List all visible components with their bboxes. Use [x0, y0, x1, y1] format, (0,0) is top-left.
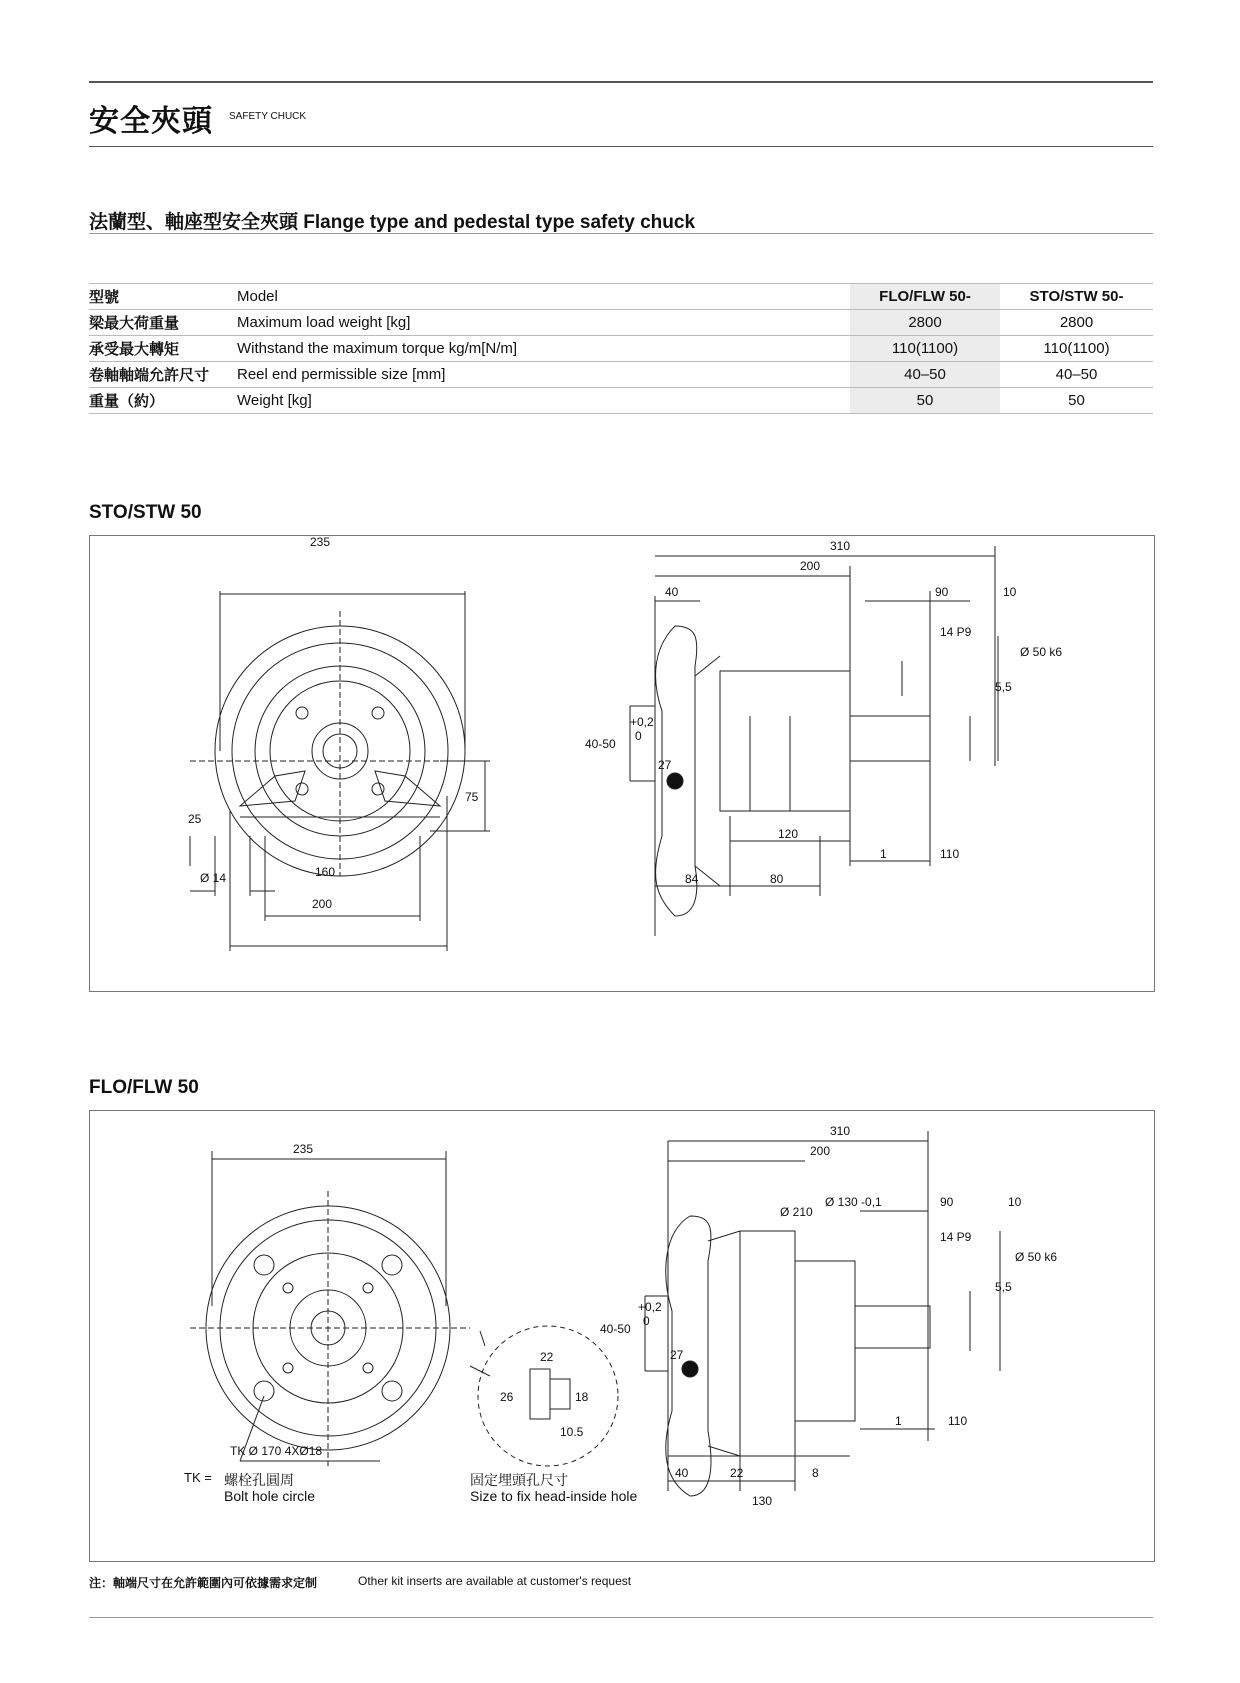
sto-drawing — [90, 536, 1154, 991]
dim-label: 5,5 — [995, 1280, 1012, 1294]
sto-title: STO/STW 50 — [89, 502, 202, 523]
dim-label: Ø 210 — [780, 1205, 813, 1219]
flo-side-view — [645, 1131, 1000, 1496]
tk-key: TK = — [184, 1470, 212, 1485]
dim-label: 120 — [778, 827, 799, 841]
dim-label: 84 — [685, 872, 699, 886]
dim-label: 75 — [465, 790, 479, 804]
flo-detail-view — [470, 1326, 618, 1466]
dim-label: 40 — [675, 1466, 689, 1480]
flo-title: FLO/FLW 50 — [89, 1077, 199, 1098]
cell-sto: 50 — [1000, 388, 1153, 414]
page-title: 安全夾頭 — [89, 105, 213, 138]
dim-label: 40 — [665, 585, 679, 599]
cell-flo: FLO/FLW 50- — [850, 284, 1000, 310]
dim-label: 25 — [188, 812, 202, 826]
dim-label: 26 — [500, 1390, 514, 1404]
cell-zh: 型號 — [89, 284, 237, 310]
dim-label: 18 — [575, 1390, 589, 1404]
table-row — [89, 284, 1153, 310]
cell-sto: STO/STW 50- — [1000, 284, 1153, 310]
dim-label: 5,5 — [995, 680, 1012, 694]
cell-sto: 40–50 — [1000, 362, 1153, 388]
page-subtitle: SAFETY CHUCK — [229, 111, 307, 122]
header-rule — [89, 146, 1153, 147]
dim-label: 235 — [310, 536, 331, 549]
section-rule — [89, 233, 1153, 234]
sto-drawing-frame — [89, 535, 1155, 992]
dim-label: TK Ø 170 4XØ18 — [230, 1444, 323, 1458]
sto-front-view — [190, 591, 490, 951]
spec-table — [89, 283, 1153, 414]
footnote-zh: 注：軸端尺寸在允許範圍內可依據需求定制 — [89, 1576, 318, 1590]
cell-zh: 卷軸軸端允許尺寸 — [89, 362, 237, 388]
cell-en: Withstand the maximum torque kg/m[N/m] — [237, 336, 850, 362]
fix-zh: 固定埋頭孔尺寸 — [470, 1472, 568, 1488]
cell-flo: 110(1100) — [850, 336, 1000, 362]
table-row — [89, 310, 1153, 336]
dim-label: 22 — [540, 1350, 554, 1364]
cell-sto: 110(1100) — [1000, 336, 1153, 362]
cell-en: Model — [237, 284, 850, 310]
cell-zh: 承受最大轉矩 — [89, 336, 237, 362]
dim-label: 27 — [658, 758, 672, 772]
tk-en: Bolt hole circle — [224, 1488, 316, 1504]
dim-label: 110 — [948, 1414, 968, 1428]
dim-label: 310 — [830, 1124, 851, 1138]
cell-sto: 2800 — [1000, 310, 1153, 336]
dim-label: 310 — [830, 539, 851, 553]
dim-label: 14 P9 — [940, 625, 972, 639]
dim-label: 40-50 — [600, 1322, 631, 1336]
cell-zh: 梁最大荷重量 — [89, 310, 237, 336]
cell-flo: 50 — [850, 388, 1000, 414]
dim-label: 235 — [293, 1142, 314, 1156]
dim-label: 0 — [635, 729, 642, 743]
dim-label: Ø 14 — [200, 871, 227, 885]
dim-label: 14 P9 — [940, 1230, 972, 1244]
dim-label: 1 — [880, 847, 887, 861]
dim-label: +0,2 — [638, 1300, 662, 1314]
dim-label: Ø 50 k6 — [1020, 645, 1063, 659]
dim-label: 40-50 — [585, 737, 616, 751]
dim-label: 90 — [935, 585, 949, 599]
cell-en: Weight [kg] — [237, 388, 850, 414]
dim-label: +0,2 — [630, 715, 654, 729]
dim-label: 130 — [752, 1494, 773, 1508]
top-rule — [89, 81, 1153, 83]
tk-zh: 螺栓孔圓周 — [224, 1472, 294, 1488]
dim-label: 10 — [1003, 585, 1017, 599]
dim-label: 27 — [670, 1348, 684, 1362]
dim-label: 200 — [312, 897, 333, 911]
dim-label: 0 — [643, 1314, 650, 1328]
dim-label: 160 — [315, 865, 336, 879]
cell-flo: 2800 — [850, 310, 1000, 336]
dim-label: 10 — [1008, 1195, 1022, 1209]
cell-flo: 40–50 — [850, 362, 1000, 388]
table-row — [89, 362, 1153, 388]
dim-label: 200 — [810, 1144, 831, 1158]
bottom-rule — [89, 1617, 1153, 1618]
dim-label: 8 — [812, 1466, 819, 1480]
dim-label: Ø 50 k6 — [1015, 1250, 1058, 1264]
dim-label: 22 — [730, 1466, 744, 1480]
section-title: 法蘭型、軸座型安全夾頭 Flange type and pedestal type safety chuck — [89, 212, 696, 233]
cell-en: Reel end permissible size [mm] — [237, 362, 850, 388]
cell-en: Maximum load weight [kg] — [237, 310, 850, 336]
table-row — [89, 336, 1153, 362]
flo-front-view — [190, 1151, 470, 1466]
dim-label: 200 — [800, 559, 821, 573]
footnote-en: Other kit inserts are available at customer's request — [358, 1574, 632, 1588]
fix-en: Size to fix head-inside hole — [470, 1488, 638, 1504]
dim-label: 110 — [940, 847, 960, 861]
table-row — [89, 388, 1153, 414]
dim-label: 1 — [895, 1414, 902, 1428]
dim-label: 10.5 — [560, 1425, 584, 1439]
dim-label: 80 — [770, 872, 784, 886]
dim-label: 90 — [940, 1195, 954, 1209]
cell-zh: 重量（約） — [89, 388, 237, 414]
dim-label: Ø 130 -0,1 — [825, 1195, 882, 1209]
